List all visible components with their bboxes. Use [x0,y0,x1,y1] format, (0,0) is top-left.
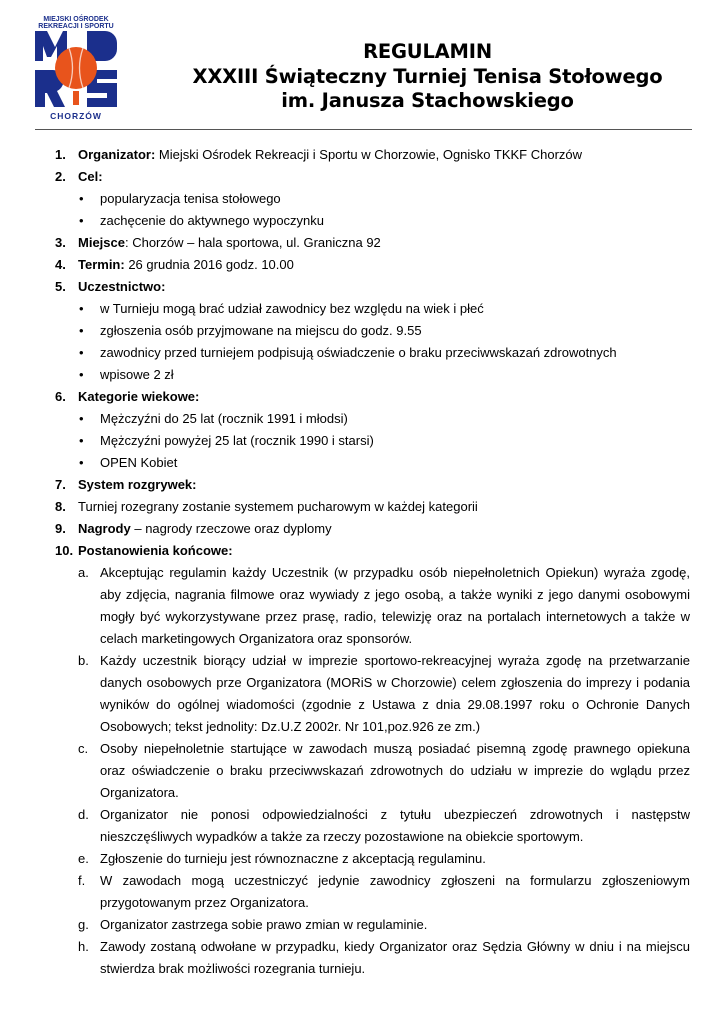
provision-item [0,804,690,848]
bullet-text: Mężczyźni do 25 lat (rocznik 1991 i młodsi) [100,411,348,426]
bullet-text: wpisowe 2 zł [100,367,174,382]
bullet-icon: • [79,433,84,448]
bullet-text: zawodnicy przed turniejem podpisują oświadczenie o braku przeciwwskazań zdrowotnych [100,345,617,360]
bullet-icon: • [79,455,84,470]
section-item [0,232,725,254]
title-line-3: im. Janusza Stachowskiego [281,89,574,112]
section-item [0,254,725,276]
bullet-text: popularyzacja tenisa stołowego [100,191,281,206]
bullet-item [0,408,725,430]
provision-letter: c. [78,741,89,756]
section-text [78,540,233,562]
section-label: Termin: [78,257,125,272]
provision-item [0,650,690,738]
bullet-icon: • [79,191,84,206]
provision-letter: g. [78,917,89,932]
section-text [78,386,199,408]
section-value: : Chorzów – hala sportowa, ul. Graniczna 92 [124,235,381,250]
section-value: Miejski Ośrodek Rekreacji i Sportu w Chorzowie, Ognisko TKKF Chorzów [155,147,583,162]
provision-text: Zawody zostaną odwołane w przypadku, kiedy Organizator oraz Sędzia Główny w dniu i na miejscu stwierdza brak możliwości rozegrania turnieju. [100,939,690,976]
section-number: 6. [55,389,66,404]
provision-item [0,870,690,914]
section-item [0,540,725,562]
provision-item [0,914,690,936]
bullet-item [0,210,725,232]
section-label: Cel: [78,169,103,184]
bullet-text: zachęcenie do aktywnego wypoczynku [100,213,325,228]
section-number: 10. [55,543,74,558]
provision-item [0,936,690,980]
section-number: 5. [55,279,66,294]
section-label: Uczestnictwo: [78,279,166,294]
bullet-icon: • [79,323,84,338]
section-text [78,496,478,518]
bullet-icon: • [79,367,84,382]
provision-text: Akceptując regulamin każdy Uczestnik (w przypadku osób niepełnoletnich Opiekun) wyraża zgodę, aby zdjęcia, nagrania filmowe oraz wywiady z jego osobą, a także wyniki z jego danymi osobowymi mogły być wykorzystywane przez prasę, radio, telewizję oraz na portalach internetowych a także w celach marketingowych Organizatora oraz sponsorów. [100,565,690,646]
provision-letter: d. [78,807,89,822]
provision-letter: b. [78,653,89,668]
bullet-icon: • [79,213,84,228]
bullet-text: OPEN Kobiet [100,455,178,470]
bullet-item [0,342,725,364]
section-text [78,518,332,540]
bullet-icon: • [79,345,84,360]
section-item [0,386,725,408]
section-number: 9. [55,521,66,536]
provision-item [0,562,690,650]
provision-letter: f. [78,873,86,888]
section-number: 2. [55,169,66,184]
section-number: 7. [55,477,66,492]
provision-text: Organizator nie ponosi odpowiedzialności z tytułu ubezpieczeń zdrowotnych i następstw nieszczęśliwych wypadków a także za rzeczy pozostawione na obiekcie sportowym. [100,807,690,844]
bullet-text: zgłoszenia osób przyjmowane na miejscu do godz. 9.55 [100,323,422,338]
section-text [78,144,582,166]
section-text [78,254,294,276]
section-number: 8. [55,499,66,514]
provision-item [0,848,690,870]
bullet-item [0,364,725,386]
section-text [78,474,197,496]
section-number: 1. [55,147,66,162]
section-item [0,496,725,518]
header-divider [35,129,692,130]
section-item [0,144,725,166]
provision-text: Każdy uczestnik biorący udział w imprezie sportowo-rekreacyjnej wyraża zgodę na przetwarzanie danych osobowych prze Organizatora (MORiS w Chorzowie) celem zgłoszenia do imprezy i podania wyników do ogólnej wiadomości (zgodnie z Ustawa z dnia 29.08.1997 roku o Ochronie Danych Osobowych; tekst jednolity: Dz.U.Z 2002r. Nr 101,poz.926 ze zm.) [100,653,690,734]
regulations-body [0,144,725,980]
provision-letter: h. [78,939,89,954]
bullet-item [0,430,725,452]
section-value: 26 grudnia 2016 godz. 10.00 [124,257,294,272]
bullet-item [0,188,725,210]
title-line-2: XXXIII Świąteczny Turniej Tenisa Stołowego [192,64,663,88]
provision-text: Organizator zastrzega sobie prawo zmian w regulaminie. [100,917,428,932]
bullet-text: w Turnieju mogą brać udział zawodnicy bez względu na wiek i płeć [100,301,484,316]
section-item [0,166,725,188]
section-label: System rozgrywek: [78,477,197,492]
moris-logo [33,14,119,122]
section-text [78,276,165,298]
section-label: Nagrody [78,521,131,536]
provision-text: W zawodach mogą uczestniczyć jedynie zawodnicy zgłoszeni na formularzu zgłoszeniowym przygotowanym przez Organizatora. [100,873,690,910]
bullet-icon: • [79,411,84,426]
section-value: – nagrody rzeczowe oraz dyplomy [130,521,332,536]
section-label: Postanowienia końcowe: [78,543,233,558]
logo-text-top-2: REKREACJI I SPORTU [38,23,114,30]
section-text [78,232,381,254]
document-title [130,40,725,114]
section-value: Turniej rozegrany zostanie systemem pucharowym w każdej kategorii [78,499,478,514]
section-item [0,276,725,298]
provision-letter: e. [78,851,89,866]
logo-text-bottom: CHORZÓW [50,111,102,121]
bullet-icon: • [79,301,84,316]
section-text [78,166,103,188]
bullet-item [0,298,725,320]
title-line-1: REGULAMIN [363,40,492,63]
section-label: Organizator: [78,147,156,162]
logo-text-top-1: MIEJSKI OŚRODEK [43,16,109,23]
bullet-text: Mężczyźni powyżej 25 lat (rocznik 1990 i starsi) [100,433,374,448]
section-item [0,518,725,540]
bullet-item [0,320,725,342]
section-item [0,474,725,496]
section-number: 4. [55,257,66,272]
provision-text: Zgłoszenie do turnieju jest równoznaczne z akceptacją regulaminu. [100,851,486,866]
bullet-item [0,452,725,474]
provision-text: Osoby niepełnoletnie startujące w zawodach muszą posiadać pisemną zgodę prawnego opiekuna oraz oświadczenie o braku przeciwwskazań zdrowotnych do udziału w imprezie do wglądu przez Organizatora. [100,741,690,800]
provision-item [0,738,690,804]
section-label: Miejsce [78,235,125,250]
section-number: 3. [55,235,66,250]
provision-letter: a. [78,565,89,580]
section-label: Kategorie wiekowe: [78,389,200,404]
